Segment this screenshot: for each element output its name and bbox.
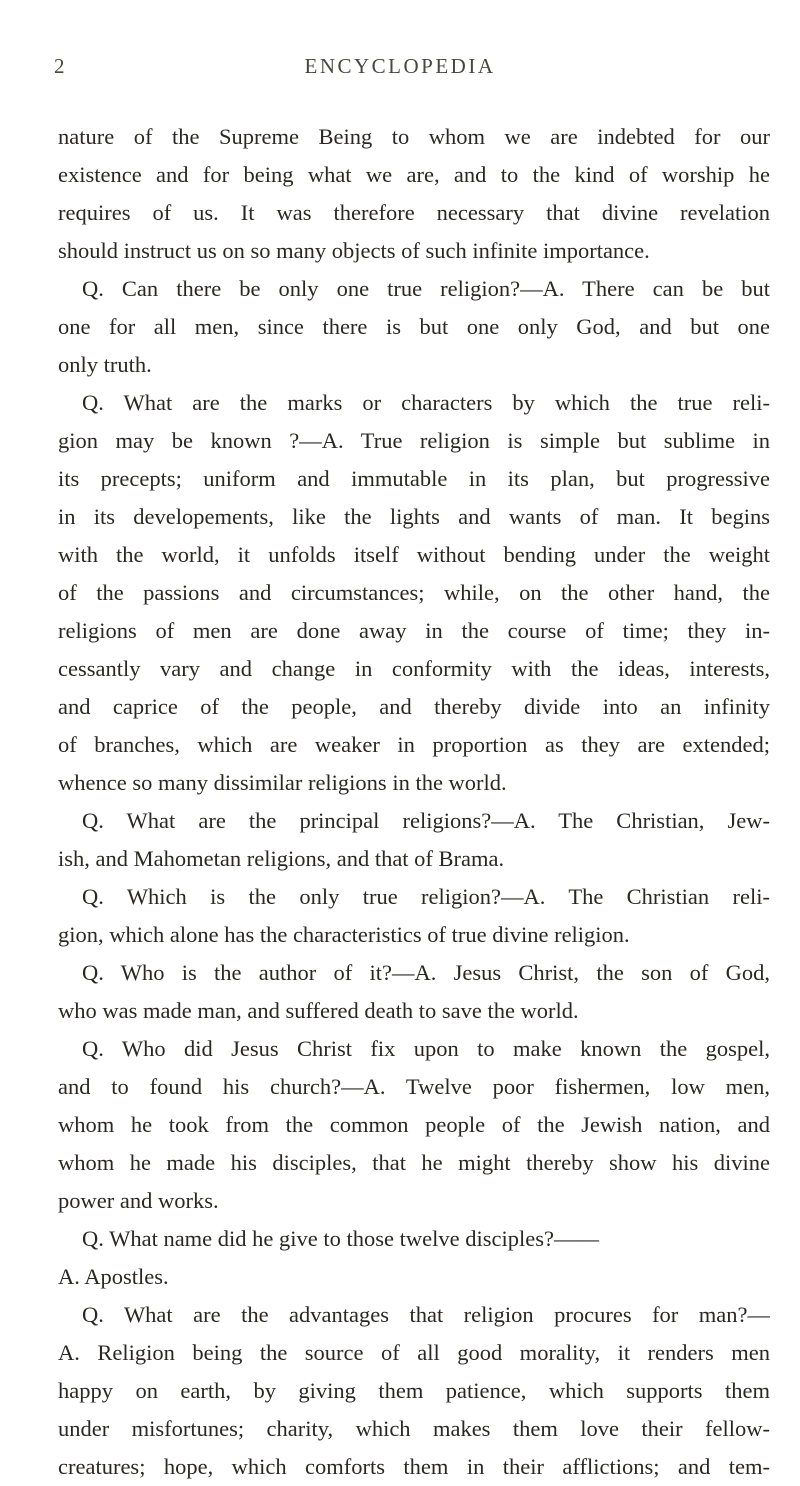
- text-line: with the world, it unfolds itself without bending under the weight: [58, 542, 770, 567]
- text-line: and to found his church?—A. Twelve poor fishermen, low men,: [58, 1074, 770, 1099]
- text-line: power and works.: [58, 1188, 219, 1213]
- text-line: Q. What are the principal religions?—A. The Christian, Jew-: [82, 808, 770, 833]
- text-line: ish, and Mahometan religions, and that of Brama.: [58, 846, 505, 871]
- text-line: whence so many dissimilar religions in the world.: [58, 770, 507, 795]
- text-line: of the passions and circumstances; while, on the other hand, the: [58, 580, 770, 605]
- text-line: of branches, which are weaker in proportion as they are extended;: [58, 732, 770, 757]
- text-line: Q. Who is the author of it?—A. Jesus Christ, the son of God,: [82, 960, 770, 985]
- text-line: Q. Which is the only true religion?—A. The Christian reli-: [82, 884, 770, 909]
- text-line: and caprice of the people, and thereby divide into an infinity: [58, 694, 770, 719]
- text-line: Q. Can there be only one true religion?—A. There can be but: [82, 276, 770, 301]
- page-number: 2: [54, 54, 65, 78]
- text-line: only truth.: [58, 352, 152, 377]
- text-line: its precepts; uniform and immutable in its plan, but progressive: [58, 466, 770, 491]
- text-line: Q. What name did he give to those twelve disciples?——: [82, 1226, 599, 1251]
- text-line: gion may be known ?—A. True religion is simple but sublime in: [58, 428, 770, 453]
- text-line: A. Religion being the source of all good morality, it renders men: [58, 1340, 770, 1365]
- text-line: requires of us. It was therefore necessary that divine revelation: [58, 200, 770, 225]
- text-line: gion, which alone has the characteristics of true divine religion.: [58, 922, 630, 947]
- text-line: existence and for being what we are, and to the kind of worship he: [58, 162, 770, 187]
- body-text: [58, 118, 770, 1486]
- text-line: Q. Who did Jesus Christ fix upon to make known the gospel,: [82, 1036, 770, 1061]
- text-line: whom he took from the common people of the Jewish nation, and: [58, 1112, 770, 1137]
- text-line: cessantly vary and change in conformity with the ideas, interests,: [58, 656, 770, 681]
- text-line: happy on earth, by giving them patience, which supports them: [58, 1378, 770, 1403]
- text-line: whom he made his disciples, that he might thereby show his divine: [58, 1150, 770, 1175]
- text-line: who was made man, and suffered death to save the world.: [58, 998, 579, 1023]
- text-line: creatures; hope, which comforts them in their afflictions; and tem-: [58, 1454, 770, 1479]
- text-line: religions of men are done away in the course of time; they in-: [58, 618, 770, 643]
- text-line: one for all men, since there is but one only God, and but one: [58, 314, 770, 339]
- text-line: Q. What are the marks or characters by which the true reli-: [82, 390, 770, 415]
- text-line: in its developements, like the lights and wants of man. It begins: [58, 504, 770, 529]
- text-line: should instruct us on so many objects of such infinite importance.: [58, 238, 650, 263]
- text-line: A. Apostles.: [58, 1264, 169, 1289]
- text-line: under misfortunes; charity, which makes them love their fellow-: [58, 1416, 770, 1441]
- text-line: Q. What are the advantages that religion procures for man?—: [82, 1302, 770, 1327]
- running-title: ENCYCLOPEDIA: [304, 54, 496, 78]
- text-line: nature of the Supreme Being to whom we are indebted for our: [58, 124, 770, 149]
